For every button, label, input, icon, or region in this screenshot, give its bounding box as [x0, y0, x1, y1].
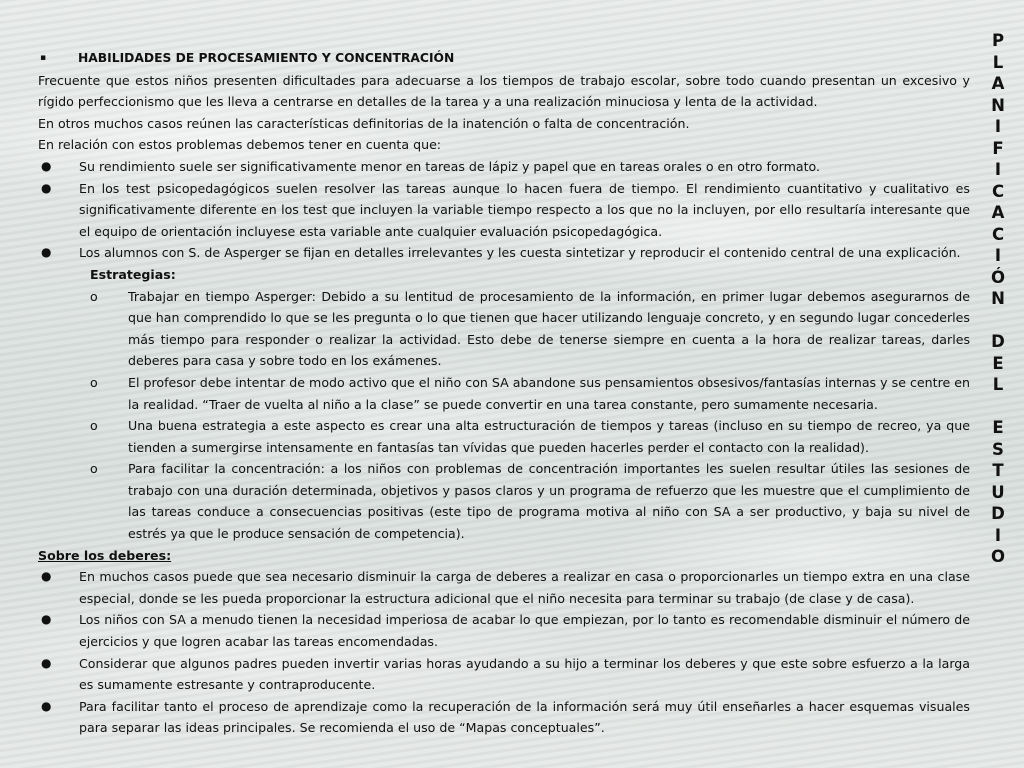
vertical-letter: S	[992, 439, 1004, 459]
vertical-letter: I	[994, 117, 1002, 136]
bullet-icon: ●	[41, 569, 52, 584]
list-item	[38, 178, 970, 243]
list-item	[38, 696, 970, 739]
square-bullet-icon: ▪	[40, 53, 47, 63]
circle-bullet-icon: o	[90, 288, 98, 304]
intro-paragraph: Frecuente que estos niños presenten dificultades para adecuarse a los tiempos de trabajo escolar, sobre todo cuando presentan un excesivo y rígido perfeccionismo que les lleva a centrarse en detalles de la tarea y a una realización minuciosa y lenta de la actividad.	[38, 72, 970, 110]
vertical-letter: L	[992, 375, 1004, 394]
list-item	[38, 653, 970, 696]
vertical-letter: P	[991, 31, 1005, 50]
vertical-letter: D	[991, 332, 1005, 351]
bullet-icon: ●	[41, 698, 52, 713]
strategy-text: El profesor debe intentar de modo activo que el niño con SA abandone sus pensamientos obsesivos/fantasías internas y se centre en la realidad. “Traer de vuelta al niño a la clase” se puede convertir en una tarea constante, pero sumamente necesaria.	[128, 374, 970, 412]
vertical-letter: C	[991, 181, 1005, 201]
vertical-letter: N	[991, 95, 1005, 115]
vertical-letter: E	[992, 418, 1004, 437]
vertical-letter: F	[992, 138, 1004, 158]
list-item	[38, 242, 970, 264]
vertical-letter: E	[992, 353, 1004, 373]
vertical-letter: T	[992, 461, 1004, 480]
vertical-letter: L	[992, 52, 1004, 72]
vertical-letter: D	[991, 504, 1005, 523]
homework-title: Sobre los deberes:	[38, 547, 172, 563]
strategies-title: Estrategias:	[90, 266, 176, 282]
circle-bullet-icon: o	[90, 374, 98, 390]
list-item-text: En los test psicopedagógicos suelen resolver las tareas aunque lo hacen fuera de tiempo. El rendimiento cuantitativo y cualitativo es significativamente diferente en los test que incluyen la variable tiempo respecto a los que no la incluyen, por ello resultaría interesante que el equipo de orientación incluyese esta variable ante cualquier evaluación psicopedagógica.	[79, 180, 970, 239]
vertical-letter: I	[994, 160, 1002, 179]
strategy-item	[38, 372, 970, 415]
strategy-text: Trabajar en tiempo Asperger: Debido a su lentitud de procesamiento de la información, en primer lugar debemos asegurarnos de que han comprendido lo que se les pregunta o lo que tienen que hacer utilizando lenguaje concreto, y en segundo lugar concederles más tiempo para responder o realizar la actividad. Esto debe de tenerse siempre en cuenta a la hora de realizar tareas, darles deberes para casa y sobre todo en los exámenes.	[128, 288, 970, 369]
document-body	[38, 48, 970, 739]
vertical-letter: U	[991, 482, 1005, 502]
strategy-text: Para facilitar la concentración: a los niños con problemas de concentración importantes les suelen resultar útiles las sesiones de trabajo con una duración determinada, objetivos y pasos claros y un programa de refuerzo que les muestre que el cumplimiento de las tareas conduce a consecuencias positivas (este tipo de programa motiva al niño con SA a ser productivo, y baja su nivel de estrés ya que le produce sensación de competencia).	[128, 461, 970, 542]
strategy-item	[38, 415, 970, 458]
vertical-letter: N	[991, 289, 1005, 308]
vertical-letter: I	[994, 525, 1002, 545]
vertical-letter	[986, 310, 1010, 332]
vertical-letter: C	[991, 224, 1005, 244]
vertical-title	[986, 30, 1010, 568]
strategy-item	[38, 458, 970, 544]
bullet-icon: ●	[41, 180, 52, 195]
heading-text: HABILIDADES DE PROCESAMIENTO Y CONCENTRACIÓN	[78, 51, 455, 65]
vertical-letter: A	[991, 74, 1005, 93]
intro-paragraph: En otros muchos casos reúnen las características definitorias de la inatención o falta de concentración.	[38, 115, 690, 131]
vertical-letter: Ó	[990, 267, 1006, 287]
list-item	[38, 609, 970, 652]
intro-paragraph: En relación con estos problemas debemos tener en cuenta que:	[38, 137, 442, 153]
circle-bullet-icon: o	[90, 418, 98, 434]
list-item-text: Considerar que algunos padres pueden invertir varias horas ayudando a su hijo a terminar los deberes y que este sobre esfuerzo a la larga es sumamente estresante y contraproducente.	[79, 655, 970, 693]
vertical-letter	[986, 396, 1010, 418]
list-item-text: Su rendimiento suele ser significativamente menor en tareas de lápiz y papel que en tareas orales o en otro formato.	[79, 158, 821, 174]
bullet-icon: ●	[41, 245, 52, 260]
list-item-text: Para facilitar tanto el proceso de aprendizaje como la recuperación de la información será muy útil enseñarles a hacer esquemas visuales para separar las ideas principales. Se recomienda el uso de “Mapas conceptuales”.	[79, 698, 970, 736]
vertical-letter: I	[994, 246, 1002, 265]
bullet-icon: ●	[41, 612, 52, 627]
strategy-item	[38, 286, 970, 372]
vertical-letter: A	[991, 203, 1005, 222]
list-item-text: Los niños con SA a menudo tienen la necesidad imperiosa de acabar lo que empiezan, por lo tanto es recomendable disminuir el número de ejercicios y que logren acabar las tareas encomendadas.	[79, 612, 970, 650]
strategy-text: Una buena estrategia a este aspecto es crear una alta estructuración de tiempos y tareas (incluso en su tiempo de recreo, ya que tienden a sumergirse intensamente en fantasías tan vívidas que pueden hacerles perder el contacto con la realidad).	[128, 418, 970, 455]
list-item	[38, 566, 970, 609]
list-item-text: En muchos casos puede que sea necesario disminuir la carga de deberes a realizar en casa o proporcionarles un tiempo extra en una clase especial, donde se les pueda proporcionar la estructura adicional que el niño necesita para terminar su trabajo (de clase y de casa).	[79, 569, 970, 606]
vertical-letter: O	[990, 547, 1006, 566]
list-item-text: Los alumnos con S. de Asperger se fijan en detalles irrelevantes y les cuesta sintetizar y reproducir el contenido central de una explicación.	[79, 245, 961, 261]
bullet-icon: ●	[41, 655, 52, 670]
circle-bullet-icon: o	[90, 461, 98, 477]
bullet-icon: ●	[41, 158, 52, 173]
list-item	[38, 156, 970, 178]
section-heading	[38, 48, 970, 70]
